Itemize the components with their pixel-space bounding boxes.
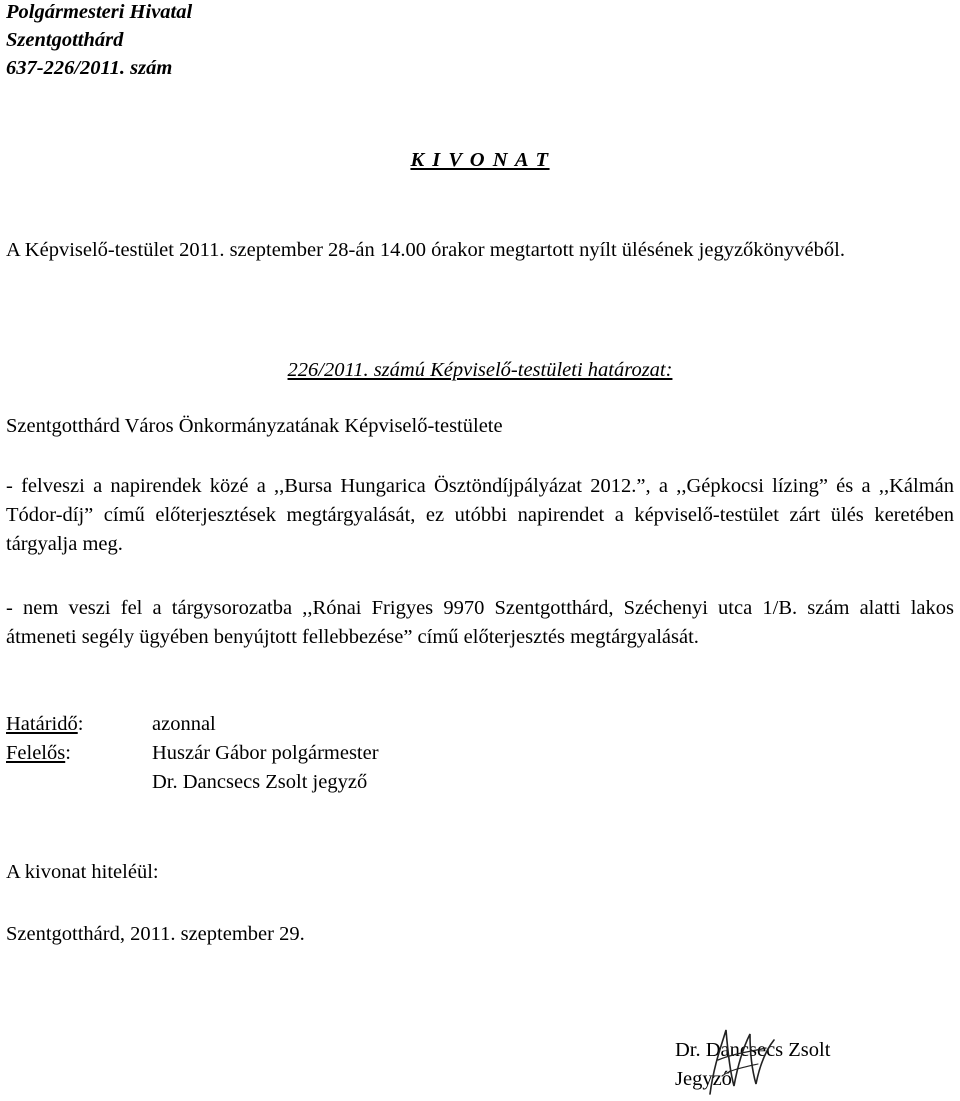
office-name: Polgármesteri Hivatal xyxy=(6,1,193,23)
town-name: Szentgotthárd xyxy=(6,29,124,51)
resolution-item-2: - nem veszi fel a tárgysorozatba ,,Rónai Frigyes 9970 Szentgotthárd, Széchenyi utca 1/B. szám alatti lakos átmeneti segély ügyében benyújtott fellebbezése” című előterjesztés megtárgyalását. xyxy=(6,597,954,648)
reference-number: 637-226/2011. szám xyxy=(6,57,173,79)
document-title: K I V O N A T xyxy=(410,149,550,171)
place-and-date: Szentgotthárd, 2011. szeptember 29. xyxy=(6,923,305,945)
certification-text: A kivonat hiteléül: xyxy=(6,861,159,883)
responsible-row: Felelős: Huszár Gábor polgármester xyxy=(6,739,954,768)
document-header xyxy=(6,0,954,82)
council-name: Szentgotthárd Város Önkormányzatának Képviselő-testülete xyxy=(6,415,503,437)
resolution-item-1: - felveszi a napirendek közé a ,,Bursa Hungarica Ösztöndíjpályázat 2012.”, a ,,Gépkocsi lízing” és a ,,Kálmán Tódor-díj” című előterjesztések megtárgyalását, ez utóbbi napirendet a képviselő-testület zárt ülés keretében tárgyalja meg. xyxy=(6,475,954,555)
deadline-label: Határidő xyxy=(6,713,78,735)
responsible-label: Felelős xyxy=(6,742,66,764)
signatory-title: Jegyző xyxy=(675,1068,732,1090)
handwritten-signature xyxy=(700,1024,780,1100)
responsible-value-1: Huszár Gábor polgármester xyxy=(152,742,379,764)
signatory-name: Dr. Dancsecs Zsolt xyxy=(675,1039,831,1061)
responsible-value-2: Dr. Dancsecs Zsolt jegyző xyxy=(152,771,368,793)
deadline-block xyxy=(6,710,954,797)
deadline-value: azonnal xyxy=(152,713,216,735)
resolution-number: 226/2011. számú Képviselő-testületi határozat: xyxy=(287,359,673,381)
intro-paragraph: A Képviselő-testület 2011. szeptember 28-án 14.00 órakor megtartott nyílt ülésének jegyzőkönyvéből. xyxy=(6,239,845,261)
responsible-row-2 xyxy=(6,768,954,797)
deadline-row: Határidő: azonnal xyxy=(6,710,954,739)
